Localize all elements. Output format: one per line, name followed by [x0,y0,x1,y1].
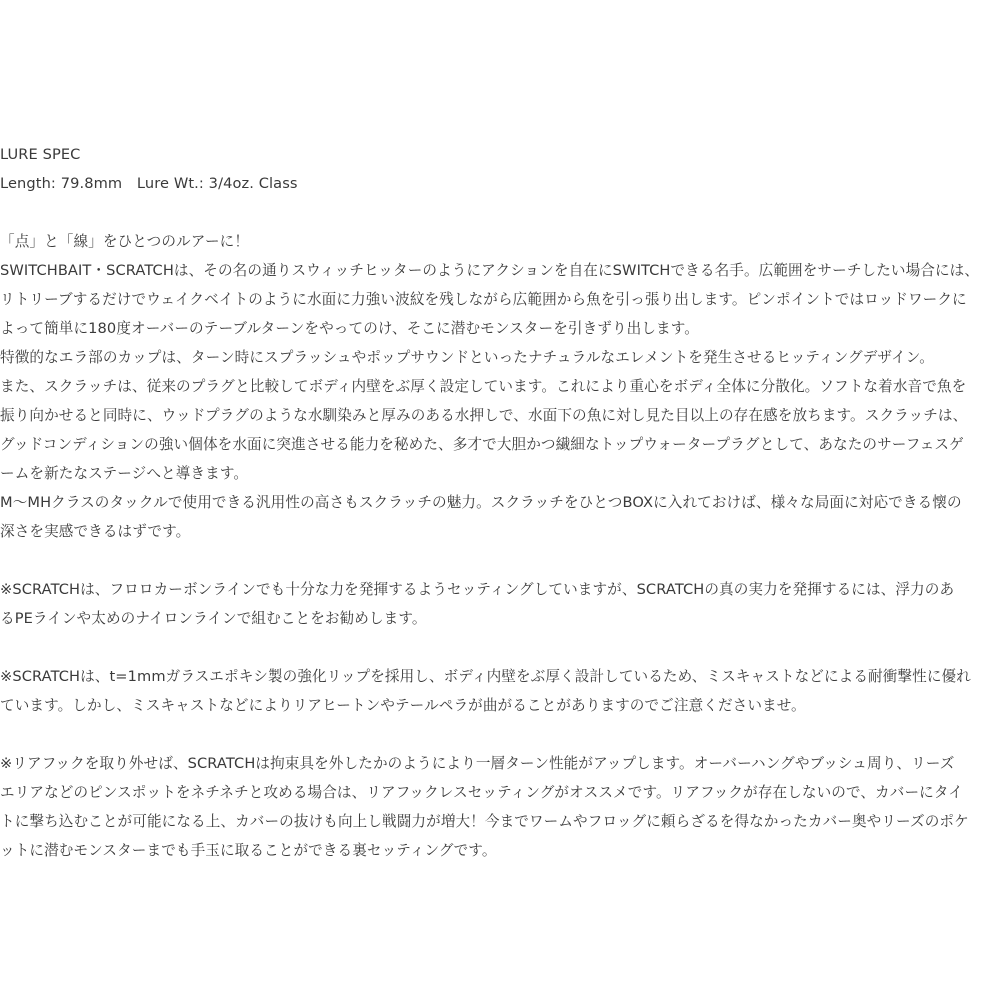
product-description [0,140,998,865]
note-line: ットに潜むモンスターまでも手玉に取ることができる裏セッティングです。 [0,842,497,859]
description-line: 特徴的なエラ部のカップは、ターン時にスプラッシュやポップサウンドといったナチュラルなエレメントを発生させるヒッティングデザイン。 [0,349,934,366]
note-line: ※SCRATCHは、フロロカーボンラインでも十分な力を発揮するようセッティングしていますが、SCRATCHの真の実力を発揮するには、浮力のあ [0,581,955,598]
note-line: エリアなどのピンスポットをネチネチと攻める場合は、リアフックレスセッティングがオススメです。リアフックが存在しないので、カバーにタイ [0,784,963,801]
lure-spec-section [0,140,998,198]
note-line: ています。しかし、ミスキャストなどによりリアヒートンやテールペラが曲がることがありますのでご注意くださいませ。 [0,697,806,714]
description-line: 「点」と「線」をひとつのルアーに！ [0,233,250,250]
description-line: ームを新たなステージへと導きます。 [0,465,249,482]
description-line: SWITCHBAIT・SCRATCHは、その名の通りスウィッチヒッターのようにアクションを自在にSWITCHできる名手。広範囲をサーチしたい場合には、 [0,262,980,279]
description-line: M～MHクラスのタックルで使用できる汎用性の高さもスクラッチの魅力。スクラッチをひとつBOXに入れておけば、様々な局面に対応できる懐の [0,494,962,511]
description-line: グッドコンディションの強い個体を水面に突進させる能力を秘めた、多才で大胆かつ繊細なトップウォータープラグとして、あなたのサーフェスゲ [0,436,964,453]
description-line: 深さを実感できるはずです。 [0,523,191,540]
spacer [0,546,998,575]
description-line: 振り向かせると同時に、ウッドプラグのような水馴染みと厚みのある水押しで、水面下の魚に対し見た目以上の存在感を放ちます。スクラッチは、 [0,407,968,424]
note-line: るPEラインや太めのナイロンラインで組むことをお勧めします。 [0,610,427,627]
spec-heading: LURE SPEC [0,146,81,163]
spacer [0,633,998,662]
description-section [0,227,998,546]
spec-line: Length: 79.8mm Lure Wt.: 3/4oz. Class [0,175,298,192]
note-rear-hook-section [0,749,998,865]
description-line: また、スクラッチは、従来のプラグと比較してボディ内壁をぶ厚く設定しています。これにより重心をボディ全体に分散化。ソフトな着水音で魚を [0,378,967,395]
description-line: リトリーブするだけでウェイクベイトのように水面に力強い波紋を残しながら広範囲から魚を引っ張り出します。ピンポイントではロッドワークに [0,291,967,308]
description-line: よって簡単に180度オーバーのテーブルターンをやってのけ、そこに潜むモンスターを引きずり出します。 [0,320,699,337]
spacer [0,198,998,227]
note-line: トに撃ち込むことが可能になる上、カバーの抜けも向上し戦闘力が増大！今までワームやフロッグに頼らざるを得なかったカバー奥やリーズのポケ [0,813,969,830]
note-line-section [0,575,998,633]
spacer [0,720,998,749]
note-line: ※リアフックを取り外せば、SCRATCHは拘束具を外したかのようにより一層ターン性能がアップします。オーバーハングやブッシュ周り、リーズ [0,755,955,772]
note-durability-section [0,662,998,720]
note-line: ※SCRATCHは、t=1mmガラスエポキシ製の強化リップを採用し、ボディ内壁をぶ厚く設計しているため、ミスキャストなどによる耐衝撃性に優れ [0,668,971,685]
